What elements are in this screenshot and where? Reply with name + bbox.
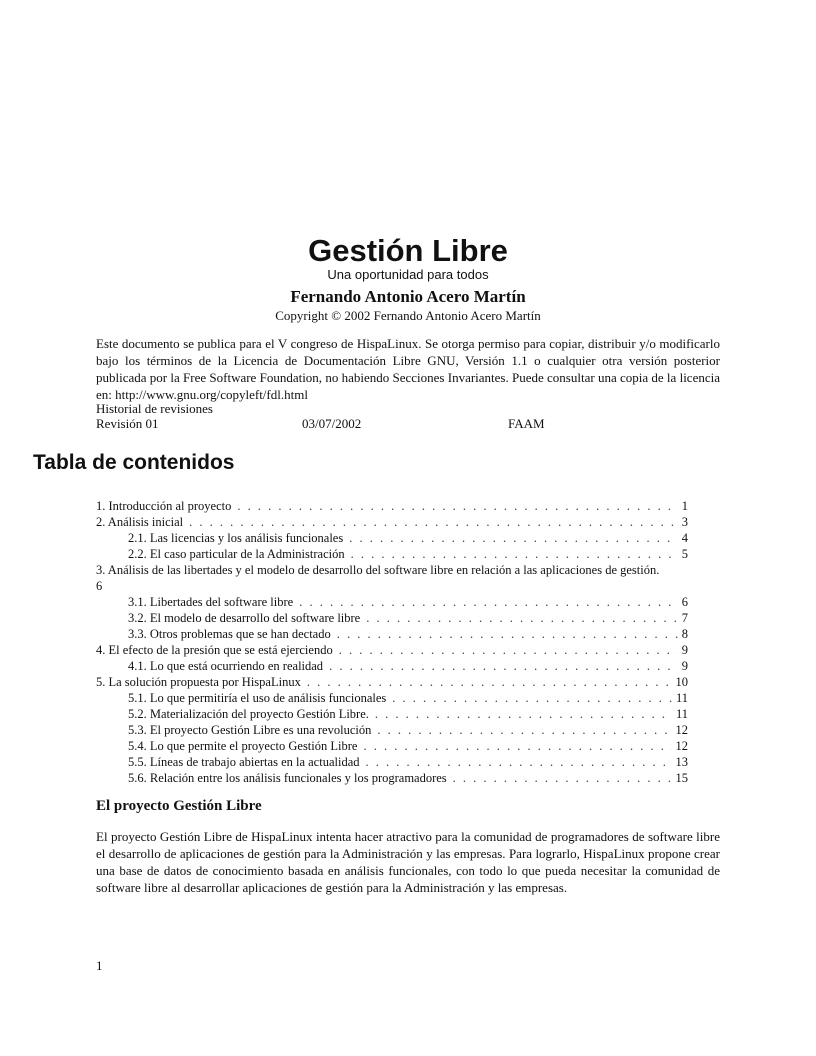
table-of-contents (96, 498, 688, 786)
toc-entry-page: 13 (675, 755, 688, 769)
revision-date: 03/07/2002 (302, 416, 362, 431)
toc-entry-page: 9 (681, 659, 688, 673)
document-subtitle: Una oportunidad para todos (327, 267, 489, 282)
toc-entry-title[interactable]: 4. El efecto de la presión que se está ejerciendo (96, 643, 333, 657)
toc-entry-page: 12 (675, 723, 688, 737)
toc-entry-title[interactable]: 3.1. Libertades del software libre (128, 595, 294, 609)
toc-entry-page: 6 (96, 579, 103, 593)
section-heading: El proyecto Gestión Libre (96, 798, 262, 814)
toc-entry-page: 3 (681, 515, 688, 529)
toc-entry-4[interactable] (96, 642, 688, 658)
toc-entry-2[interactable] (96, 514, 688, 530)
toc-entry-title[interactable]: 5.3. El proyecto Gestión Libre es una revolución (128, 723, 372, 737)
toc-entry-title[interactable]: 3. Análisis de las libertades y el modelo de desarrollo del software libre en relación a las aplicaciones de gestión. (96, 563, 660, 577)
toc-entry-3[interactable] (96, 562, 688, 594)
toc-entry-page: 9 (681, 643, 688, 657)
toc-entry-page: 10 (675, 675, 688, 689)
toc-entry-5-2[interactable] (96, 706, 688, 722)
revision-history-label: Historial de revisiones (96, 401, 213, 416)
page-number: 1 (96, 958, 103, 973)
toc-entry-3-3[interactable] (96, 626, 688, 642)
toc-entry-title[interactable]: 2. Análisis inicial (96, 515, 184, 529)
toc-entry-4-1[interactable] (96, 658, 688, 674)
toc-entry-2-2[interactable] (96, 546, 688, 562)
toc-entry-5-6[interactable] (96, 770, 688, 786)
toc-entry-2-1[interactable] (96, 530, 688, 546)
toc-entry-page: 6 (681, 595, 688, 609)
copyright-notice: Copyright © 2002 Fernando Antonio Acero Martín (275, 308, 541, 323)
toc-entry-5-3[interactable] (96, 722, 688, 738)
toc-entry-title[interactable]: 5.4. Lo que permite el proyecto Gestión Libre (128, 739, 358, 753)
toc-entry-title[interactable]: 1. Introducción al proyecto (96, 499, 232, 513)
toc-heading: Tabla de contenidos (33, 451, 235, 474)
toc-entry-title[interactable]: 5. La solución propuesta por HispaLinux (96, 675, 301, 689)
toc-entry-page: 12 (675, 739, 688, 753)
toc-entry-3-1[interactable] (96, 594, 688, 610)
revision-row (96, 416, 720, 431)
document-author: Fernando Antonio Acero Martín (290, 287, 526, 306)
toc-entry-5-1[interactable] (96, 690, 688, 706)
toc-entry-title[interactable]: 3.3. Otros problemas que se han dectado (128, 627, 331, 641)
toc-entry-title[interactable]: 5.2. Materialización del proyecto Gestión Libre. (128, 707, 369, 721)
section-paragraph: El proyecto Gestión Libre de HispaLinux intenta hacer atractivo para la comunidad de programadores de software libre el desarrollo de aplicaciones de gestión para la Administración y las empresas. Para lograrlo, HispaLinux propone crear una base de datos de conocimiento basada en análisis funcionales, con todo lo que pueda necesitar la comunidad de software libre al desarrollar aplicaciones de gestión para la Administración y las empresas. (96, 829, 720, 895)
toc-entry-page: 4 (681, 531, 688, 545)
toc-entry-5[interactable] (96, 674, 688, 690)
revision-history (96, 401, 720, 431)
title-block (0, 234, 816, 324)
toc-entry-title[interactable]: 2.1. Las licencias y los análisis funcionales (128, 531, 344, 545)
toc-entry-3-2[interactable] (96, 610, 688, 626)
revision-number: Revisión 01 (96, 416, 159, 431)
toc-entry-title[interactable]: 5.1. Lo que permitiría el uso de análisis funcionales (128, 691, 387, 705)
toc-entry-5-5[interactable] (96, 754, 688, 770)
toc-entry-title[interactable]: 2.2. El caso particular de la Administración (128, 547, 345, 561)
toc-entry-title[interactable]: 5.5. Líneas de trabajo abiertas en la actualidad (128, 755, 360, 769)
toc-entry-page: 15 (675, 771, 688, 785)
toc-entry-1[interactable] (96, 498, 688, 514)
toc-entry-title[interactable]: 4.1. Lo que está ocurriendo en realidad (128, 659, 324, 673)
toc-entry-5-4[interactable] (96, 738, 688, 754)
document-title: Gestión Libre (308, 233, 508, 268)
toc-entry-page: 5 (681, 547, 688, 561)
toc-entry-page: 7 (681, 611, 688, 625)
toc-entry-page: 8 (681, 627, 688, 641)
license-paragraph: Este documento se publica para el V congreso de HispaLinux. Se otorga permiso para copiar, distribuir y/o modificarlo bajo los términos de la Licencia de Documentación Libre GNU, Versión 1.1 o cualquier otra versión posterior publicada por la Free Software Foundation, no habiendo Secciones Invariantes. Puede consultar una copia de la licencia en: http://www.gnu.org/copyleft/fdl.html (96, 336, 720, 402)
toc-entry-page: 11 (675, 707, 688, 721)
toc-entry-page: 1 (681, 499, 688, 513)
toc-entry-title[interactable]: 3.2. El modelo de desarrollo del software libre (128, 611, 361, 625)
toc-entry-page: 11 (675, 691, 688, 705)
revision-initials: FAAM (508, 416, 545, 431)
toc-entry-title[interactable]: 5.6. Relación entre los análisis funcionales y los programadores (128, 771, 447, 785)
